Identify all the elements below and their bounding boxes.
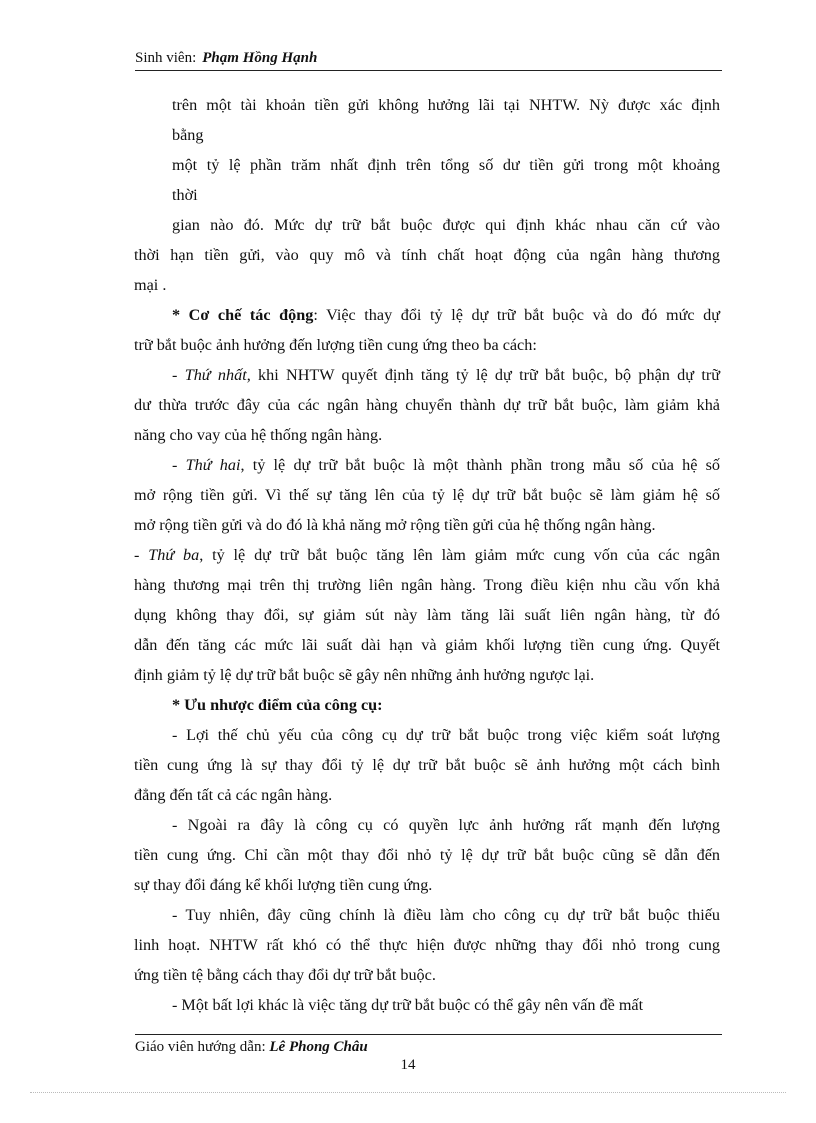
text-line [134, 870, 720, 900]
line-text: dẫn đến tăng các mức lãi suất dài hạn và giảm khối lượng tiền cung ứng. Quyết [134, 636, 720, 654]
line-text: mở rộng tiền gửi. Vì thế sự tăng lên của tỷ lệ dự trữ bắt buộc sẽ làm giảm hệ số [134, 486, 720, 504]
text-line [134, 690, 720, 720]
line-text: đẳng đến tất cả các ngân hàng. [134, 786, 333, 804]
header-student-name: Phạm Hồng Hạnh [202, 50, 318, 66]
text-line [134, 750, 720, 780]
text-line [134, 600, 720, 630]
line-prefix: - [134, 546, 149, 564]
line-text: thời hạn tiền gửi, vào quy mô và tính chất hoạt động của ngân hàng thương [134, 246, 720, 264]
page-edge-divider [30, 1092, 786, 1093]
line-text: định giảm tỷ lệ dự trữ bắt buộc sẽ gây nên những ảnh hưởng ngược lại. [134, 666, 595, 684]
line-text: hàng thương mại trên thị trường liên ngân hàng. Trong điều kiện nhu cầu vốn khả [134, 576, 720, 594]
text-line [134, 810, 720, 840]
text-line [134, 420, 720, 450]
line-text: : Việc thay đổi tỷ lệ dự trữ bắt buộc và do đó mức dự [313, 306, 720, 324]
page-number: 14 [400, 1057, 416, 1073]
line-text: ứng tiền tệ bằng cách thay đổi dự trữ bắt buộc. [134, 966, 436, 984]
line-text: , khi NHTW quyết định tăng tỷ lệ dự trữ bắt buộc, bộ phận dự trữ [246, 366, 720, 384]
line-text: sự thay đổi đáng kể khối lượng tiền cung ứng. [134, 876, 433, 894]
text-line [134, 300, 720, 330]
text-line [134, 990, 720, 1020]
text-line [134, 270, 720, 300]
text-line [134, 780, 720, 810]
text-line [134, 360, 720, 390]
line-emphasis: * Cơ chế tác động [172, 306, 314, 324]
footer-advisor-label: Giáo viên hướng dẫn: [135, 1039, 266, 1055]
text-line [134, 330, 720, 360]
text-line [134, 930, 720, 960]
line-text: tiền cung ứng là sự thay đổi tỷ lệ dự trữ bắt buộc sẽ ảnh hưởng một cách bình [134, 756, 720, 774]
line-text: mại . [134, 276, 167, 294]
text-line [134, 90, 720, 120]
text-line [134, 150, 720, 180]
line-text: mở rộng tiền gửi và do đó là khả năng mở rộng tiền gửi của hệ thống ngân hàng. [134, 516, 656, 534]
line-text: thời [172, 186, 198, 204]
line-text: linh hoạt. NHTW rất khó có thể thực hiện được những thay đổi nhỏ trong cung [134, 936, 720, 954]
line-emphasis: Thứ hai [185, 456, 241, 474]
line-text: - Lợi thế chủ yếu của công cụ dự trữ bắt buộc trong việc kiểm soát lượng [172, 726, 720, 744]
document-body [134, 90, 720, 1020]
text-line [134, 180, 720, 210]
line-text: trữ bắt buộc ảnh hưởng đến lượng tiền cung ứng theo ba cách: [134, 336, 537, 354]
text-line [134, 840, 720, 870]
text-line [134, 660, 720, 690]
text-line [134, 540, 720, 570]
text-line [134, 240, 720, 270]
line-text: năng cho vay của hệ thống ngân hàng. [134, 426, 383, 444]
text-line [134, 210, 720, 240]
line-text: một tỷ lệ phần trăm nhất định trên tổng số dư tiền gửi trong một khoảng [172, 156, 720, 174]
text-line [134, 510, 720, 540]
footer-advisor-name: Lê Phong Châu [269, 1039, 368, 1055]
text-line [134, 450, 720, 480]
line-text: dụng không thay đổi, sự giảm sút này làm tăng lãi suất liên ngân hàng, từ đó [134, 606, 720, 624]
line-emphasis: Thứ ba [148, 546, 200, 564]
line-text: trên một tài khoản tiền gửi không hưởng lãi tại NHTW. Nỳ được xác định [172, 96, 720, 114]
text-line [134, 120, 720, 150]
line-text: tiền cung ứng. Chỉ cần một thay đổi nhỏ tỷ lệ dự trữ bắt buộc cũng sẽ dẫn đến [134, 846, 720, 864]
line-text: , tỷ lệ dự trữ bắt buộc tăng lên làm giảm mức cung vốn của các ngân [199, 546, 720, 564]
text-line [134, 630, 720, 660]
line-text: - Ngoài ra đây là công cụ có quyền lực ảnh hưởng rất mạnh đến lượng [172, 816, 720, 834]
text-line [134, 720, 720, 750]
header-student-label: Sinh viên: [135, 50, 197, 66]
text-line [134, 570, 720, 600]
line-text: - Tuy nhiên, đây cũng chính là điều làm cho công cụ dự trữ bắt buộc thiếu [172, 906, 720, 924]
text-line [134, 900, 720, 930]
page-header [135, 50, 722, 71]
line-text: , tỷ lệ dự trữ bắt buộc là một thành phần trong mẫu số của hệ số [240, 456, 721, 474]
line-text: bằng [172, 126, 204, 144]
page-footer [135, 1034, 722, 1056]
line-prefix: - [172, 456, 186, 474]
text-line [134, 390, 720, 420]
line-text: dư thừa trước đây của các ngân hàng chuyển thành dự trữ bắt buộc, làm giảm khả [134, 396, 720, 414]
text-line [134, 960, 720, 990]
line-emphasis: * Ưu nhược điểm của công cụ: [172, 696, 383, 714]
line-emphasis: Thứ nhất [184, 366, 247, 384]
text-line [134, 480, 720, 510]
line-prefix: - [172, 366, 185, 384]
line-text: gian nào đó. Mức dự trữ bắt buộc được qui định khác nhau căn cứ vào [172, 216, 720, 234]
line-text: - Một bất lợi khác là việc tăng dự trữ bắt buộc có thể gây nên vấn đề mất [172, 996, 644, 1014]
